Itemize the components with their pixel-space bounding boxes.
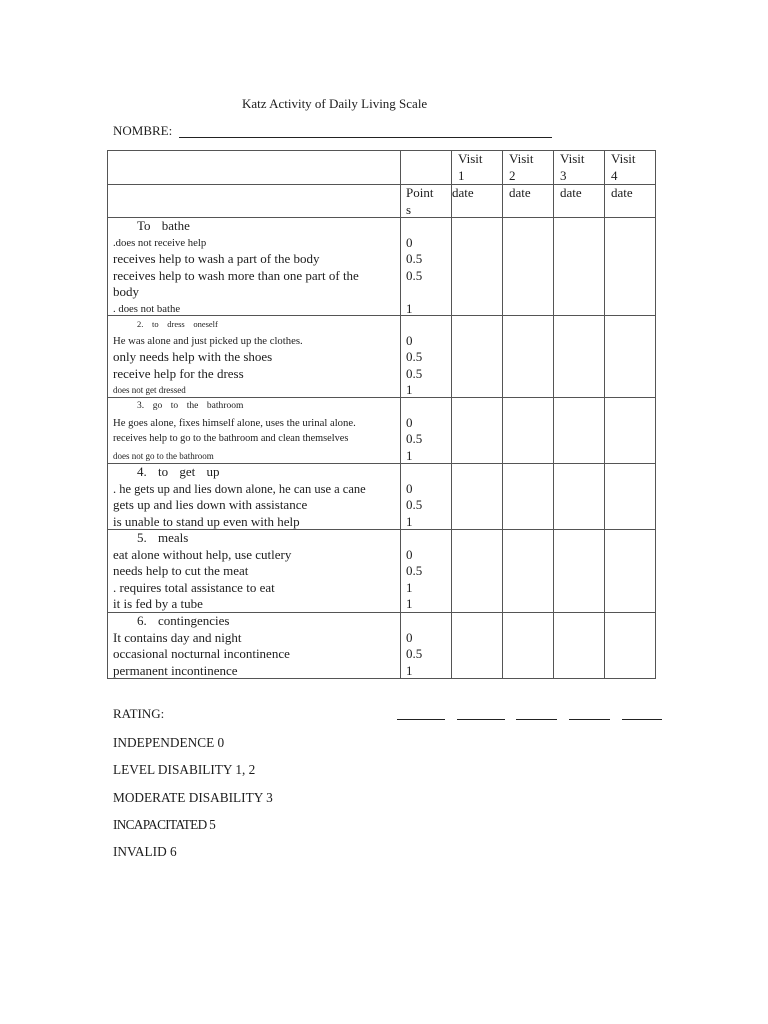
visit-4-cell: [605, 530, 656, 613]
visit-1-cell: [452, 218, 503, 316]
item-points: 0.5: [406, 646, 423, 661]
section-dress: [108, 316, 401, 398]
visit-1-cell: [452, 613, 503, 679]
visit-2-cell: [503, 218, 554, 316]
item-text: occasional nocturnal incontinence: [113, 646, 290, 661]
item-text: needs help to cut the meat: [113, 563, 249, 578]
item-points: 1: [406, 513, 413, 529]
rating-blank-visit-4: [569, 719, 610, 720]
item-points: 1: [406, 382, 413, 397]
visit-2-cell: [503, 464, 554, 530]
visit-4-header: [605, 151, 656, 185]
item-points: 0.5: [406, 563, 423, 578]
item-points: 0: [406, 234, 413, 250]
item-text: He goes alone, fixes himself alone, uses the urinal alone.: [113, 416, 356, 429]
visit-4-cell: [605, 613, 656, 679]
item-text: eat alone without help, use cutlery: [113, 546, 292, 562]
rating-blank-visit-5: [622, 719, 662, 720]
visit-3-label: Visit 3: [560, 151, 585, 183]
item-points: 0.5: [406, 497, 423, 512]
section-title: 3. go to the bathroom: [137, 401, 244, 411]
item-text: only needs help with the shoes: [113, 349, 273, 364]
rating-label: RATING:: [113, 706, 165, 721]
visit-4-cell: [605, 398, 656, 464]
section-title: 2. to dress oneself: [137, 319, 218, 329]
visit-1-header: [452, 151, 503, 185]
header-activity-cell: [108, 151, 401, 185]
item-points: 0: [406, 629, 413, 645]
visit-3-header: [554, 151, 605, 185]
scale-item-incapacitated: INCAPACITATED 5: [113, 816, 216, 832]
section-meals: [108, 530, 401, 613]
visit-2-date-cell: [503, 185, 554, 218]
visit-2-cell: [503, 398, 554, 464]
disability-scale: [113, 729, 273, 865]
section-title: 4. to get up: [137, 464, 220, 479]
item-text: It contains day and night: [113, 629, 242, 645]
points-header-label: Points: [406, 185, 434, 217]
item-points: 0.5: [406, 251, 423, 266]
section-title: 5. meals: [137, 530, 189, 545]
item-points: 0: [406, 480, 413, 496]
item-points: 1: [406, 447, 413, 463]
item-points: 0: [406, 414, 413, 430]
visit-1-date-cell: [452, 185, 503, 218]
visit-4-label: Visit 4: [611, 151, 636, 183]
item-text: it is fed by a tube: [113, 596, 203, 611]
item-text: . requires total assistance to eat: [113, 579, 275, 595]
rating-blank-visit-1: [397, 719, 445, 720]
item-text: gets up and lies down with assistance: [113, 497, 308, 512]
section-title: To bathe: [137, 218, 190, 233]
item-text: receives help to wash more than one part of the body: [113, 267, 359, 299]
item-points: 1: [406, 662, 413, 678]
visit-3-cell: [554, 464, 605, 530]
points-header: [401, 185, 452, 218]
item-points: 0: [406, 546, 413, 562]
visit-1-cell: [452, 530, 503, 613]
item-points: 0.5: [406, 431, 423, 446]
date-label: date: [560, 185, 582, 200]
visit-2-cell: [503, 613, 554, 679]
scale-item-invalid: INVALID 6: [113, 844, 177, 859]
visit-4-cell: [605, 464, 656, 530]
section-meals-points: [401, 530, 452, 613]
item-text: receives help to go to the bathroom and clean themselves: [113, 433, 349, 444]
visit-3-date-cell: [554, 185, 605, 218]
section-get-up: [108, 464, 401, 530]
visit-3-cell: [554, 316, 605, 398]
item-text: receive help for the dress: [113, 365, 244, 381]
visit-3-cell: [554, 218, 605, 316]
adl-table: [107, 150, 656, 679]
visit-4-date-cell: [605, 185, 656, 218]
visit-1-cell: [452, 398, 503, 464]
visit-1-label: Visit 1: [458, 151, 483, 183]
visit-3-cell: [554, 530, 605, 613]
rating-blank-visit-2: [457, 719, 505, 720]
item-points: 0.5: [406, 349, 423, 364]
item-text: is unable to stand up even with help: [113, 513, 300, 529]
section-bathe: [108, 218, 401, 316]
item-points: 0.5: [406, 267, 423, 283]
scale-item-moderate-disability: MODERATE DISABILITY 3: [113, 789, 273, 805]
scale-item-independence: INDEPENDENCE 0: [113, 735, 225, 750]
section-contingencies-points: [401, 613, 452, 679]
section-bathroom-points: [401, 398, 452, 464]
section-bathroom: [108, 398, 401, 464]
date-label: date: [509, 185, 531, 200]
rating-blank-visit-3: [516, 719, 557, 720]
name-underline: [179, 137, 552, 138]
item-text: does not go to the bathroom: [113, 450, 214, 461]
activity-subheader-cell: [108, 185, 401, 218]
visit-4-cell: [605, 316, 656, 398]
date-label: date: [611, 185, 633, 200]
item-points: 1: [406, 596, 413, 611]
section-bathe-points: [401, 218, 452, 316]
item-points: 0.5: [406, 365, 423, 381]
section-dress-points: [401, 316, 452, 398]
section-get-up-points: [401, 464, 452, 530]
item-text: permanent incontinence: [113, 662, 238, 678]
item-text: does not get dressed: [113, 385, 186, 395]
item-text: . does not bathe: [113, 302, 181, 315]
visit-1-cell: [452, 464, 503, 530]
item-points: 1: [406, 579, 413, 595]
item-text: . he gets up and lies down alone, he can use a cane: [113, 481, 366, 496]
visit-2-cell: [503, 316, 554, 398]
date-label: date: [452, 185, 474, 200]
item-points: 1: [406, 300, 413, 316]
item-points: 0: [406, 332, 413, 348]
visit-4-cell: [605, 218, 656, 316]
item-text: .does not receive help: [113, 236, 207, 249]
visit-3-cell: [554, 398, 605, 464]
visit-2-header: [503, 151, 554, 185]
visit-2-label: Visit 2: [509, 151, 534, 183]
scale-item-level-disability: LEVEL DISABILITY 1, 2: [113, 762, 256, 778]
item-text: He was alone and just picked up the clothes.: [113, 334, 303, 347]
section-title: 6. contingencies: [137, 613, 230, 628]
section-contingencies: [108, 613, 401, 679]
item-text: receives help to wash a part of the body: [113, 251, 320, 266]
visit-3-cell: [554, 613, 605, 679]
visit-2-cell: [503, 530, 554, 613]
header-points-cell: [401, 151, 452, 185]
document-title: Katz Activity of Daily Living Scale: [242, 96, 428, 111]
name-label: NOMBRE:: [113, 123, 173, 138]
visit-1-cell: [452, 316, 503, 398]
